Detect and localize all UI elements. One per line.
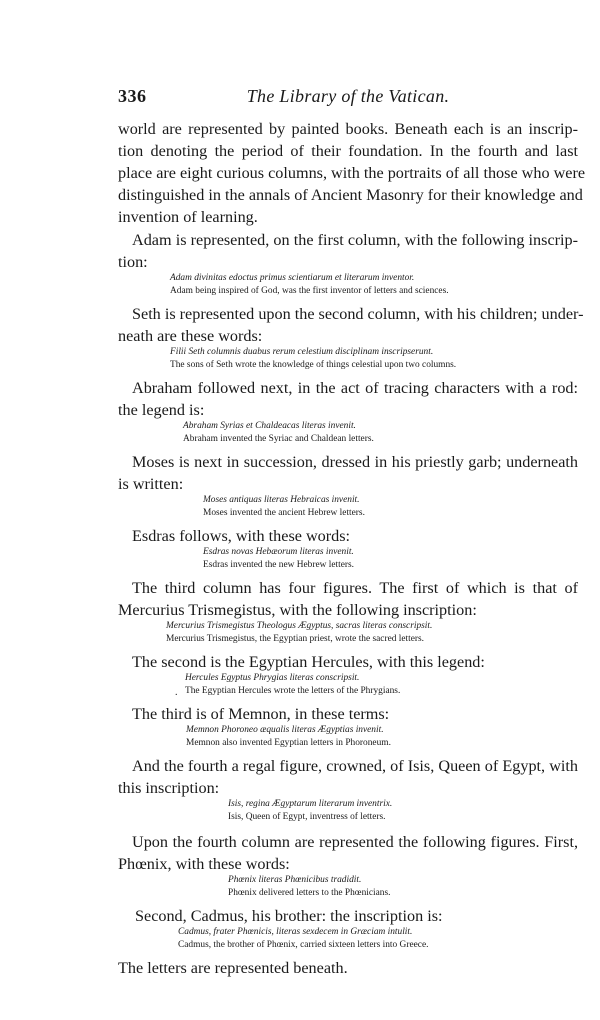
body-line: Adam is represented, on the first column, with the following inscrip- [132, 231, 578, 249]
body-line: Upon the fourth column are represented the following figures. First, [132, 833, 578, 851]
latin-inscription: Filii Seth columnis duabus rerum celestium disciplinam inscripserunt. [170, 347, 434, 357]
body-line: Seth is represented upon the second column, with his children; under- [132, 305, 584, 323]
english-translation: Moses invented the ancient Hebrew letters. [203, 508, 365, 518]
body-line: The third is of Memnon, in these terms: [132, 705, 390, 723]
page-number: 336 [118, 86, 147, 106]
english-translation: Isis, Queen of Egypt, inventress of letters. [228, 812, 386, 822]
body-line: Mercurius Trismegistus, with the following inscription: [118, 601, 477, 619]
body-line: The letters are represented beneath. [118, 959, 348, 977]
body-line: tion: [118, 253, 148, 271]
body-line: invention of learning. [118, 208, 258, 226]
latin-inscription: Memnon Phoroneo æqualis literas Ægyptias invenit. [186, 725, 384, 735]
body-line: Abraham followed next, in the act of tracing characters with a rod: [132, 379, 578, 397]
english-translation: Phœnix delivered letters to the Phœnicians. [228, 888, 391, 898]
latin-inscription: Moses antiquas literas Hebraicas invenit. [203, 495, 360, 505]
body-line: distinguished in the annals of Ancient Masonry for their knowledge and [118, 186, 583, 204]
body-line: And the fourth a regal figure, crowned, of Isis, Queen of Egypt, with [132, 757, 578, 775]
english-translation: The Egyptian Hercules wrote the letters of the Phrygians. [185, 686, 401, 696]
stray-mark: . [175, 687, 178, 698]
latin-inscription: Isis, regina Ægyptarum literarum inventrix. [228, 799, 393, 809]
body-line: Esdras follows, with these words: [132, 527, 351, 545]
body-line: neath are these words: [118, 327, 263, 345]
latin-inscription: Cadmus, frater Phœnicis, literas sexdecem in Græciam intulit. [178, 927, 413, 937]
body-line: the legend is: [118, 401, 205, 419]
latin-inscription: Abraham Syrias et Chaldeacas literas invenit. [183, 421, 356, 431]
page-header [118, 86, 578, 110]
latin-inscription: Mercurius Trismegistus Theologus Ægyptus, sacras literas conscripsit. [166, 621, 433, 631]
latin-inscription: Phœnix literas Phœnicibus tradidit. [228, 875, 362, 885]
english-translation: The sons of Seth wrote the knowledge of things celestial upon two columns. [170, 360, 457, 370]
latin-inscription: Esdras novas Hebæorum literas invenit. [203, 547, 354, 557]
english-translation: Adam being inspired of God, was the first inventor of letters and sciences. [170, 286, 449, 296]
english-translation: Mercurius Trismegistus, the Egyptian priest, wrote the sacred letters. [166, 634, 425, 644]
body-line: Phœnix, with these words: [118, 855, 290, 873]
body-line: Moses is next in succession, dressed in his priestly garb; underneath [132, 453, 578, 471]
english-translation: Esdras invented the new Hebrew letters. [203, 560, 354, 570]
english-translation: Abraham invented the Syriac and Chaldean letters. [183, 434, 374, 444]
body-line: is written: [118, 475, 184, 493]
body-line: The second is the Egyptian Hercules, with this legend: [132, 653, 485, 671]
body-line: tion denoting the period of their foundation. In the fourth and last [118, 142, 578, 160]
body-line: this inscription: [118, 779, 220, 797]
latin-inscription: Adam divinitas edoctus primus scientiarum et literarum inventor. [170, 273, 415, 283]
running-head: The Library of the Vatican. [246, 86, 450, 106]
english-translation: Memnon also invented Egyptian letters in Phoroneum. [186, 738, 391, 748]
body-line: Second, Cadmus, his brother: the inscription is: [135, 907, 443, 925]
english-translation: Cadmus, the brother of Phœnix, carried sixteen letters into Greece. [178, 940, 429, 950]
latin-inscription: Hercules Egyptus Phrygias literas conscripsit. [185, 673, 360, 683]
body-line: place are eight curious columns, with the portraits of all those who were [118, 164, 586, 182]
body-line: The third column has four figures. The first of which is that of [132, 579, 578, 597]
body-line: world are represented by painted books. Beneath each is an inscrip- [118, 120, 578, 138]
